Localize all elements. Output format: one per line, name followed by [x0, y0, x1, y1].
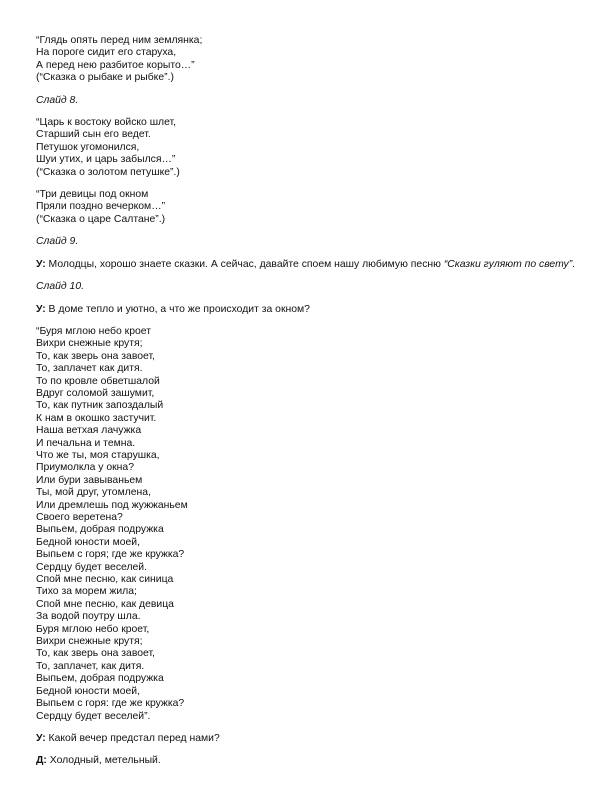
- poem-line: То по кровле обветшалой: [36, 375, 160, 387]
- poem-line: “Глядь опять перед ним землянка;: [36, 35, 203, 46]
- dialog-line: [36, 733, 596, 745]
- speaker-label: Д:: [36, 755, 47, 767]
- speaker-label: У:: [36, 258, 46, 270]
- poem-line: Вихри снежные крутя;: [36, 338, 143, 350]
- dialog-text: Какой вечер предстал перед нами?: [45, 732, 220, 744]
- poem-line: Что же ты, моя старушка,: [36, 449, 160, 461]
- dialog-text: В доме тепло и уютно, а что же происходит за окном?: [45, 303, 310, 315]
- poem-line: То, как зверь она завоет,: [36, 350, 155, 362]
- poem-line: Вдруг соломой зашумит,: [36, 387, 155, 399]
- poem-line: Сердцу будет веселей.: [36, 561, 147, 573]
- poem-line: Пряли поздно вечерком…”: [36, 201, 166, 213]
- poem-line: Наша ветхая лачужка: [36, 425, 142, 437]
- poem-line: Тихо за морем жила;: [36, 586, 137, 598]
- poem-line: Бедной юности моей,: [36, 536, 140, 548]
- poem-line: Выпьем с горя; где же кружка?: [36, 549, 185, 561]
- poem-line: Ты, мой друг, утомлена,: [36, 487, 151, 499]
- poem-line: Петушок угомонился,: [36, 141, 140, 153]
- poem-cockerel: [36, 117, 596, 179]
- speaker-label: У:: [36, 732, 46, 744]
- dialog-line: [36, 304, 596, 316]
- dialog-line: [36, 755, 596, 767]
- dialog-text: Молодцы, хорошо знаете сказки. А сейчас, давайте споем нашу любимую песню: [45, 258, 444, 270]
- poem-line: То, заплачет, как дитя.: [36, 660, 145, 672]
- song-title: “Сказки гуляют по свету”: [443, 258, 573, 270]
- poem-line: Буря мглою небо кроет,: [36, 623, 150, 635]
- poem-line: Выпьем, добрая подружка: [36, 524, 164, 536]
- poem-line: То, как путник запоздалый: [36, 400, 164, 412]
- dialog-text: Холодный, метельный.: [46, 755, 161, 767]
- poem-line: Или бури завываньем: [36, 474, 143, 486]
- poem-line: Вихри снежные крутя;: [36, 636, 143, 648]
- poem-line: То, заплачет как дитя.: [36, 363, 143, 375]
- poem-line: Своего веретена?: [36, 512, 123, 523]
- dialog-line: [36, 259, 596, 271]
- poem-line: Спой мне песню, как синица: [36, 574, 174, 586]
- dialog-end: .: [572, 258, 576, 270]
- speaker-label: У:: [36, 303, 46, 315]
- poem-line: Сердцу будет веселей”.: [36, 710, 151, 722]
- poem-line: За водой поутру шла.: [36, 611, 141, 623]
- poem-winter-evening: [36, 326, 596, 723]
- poem-line: “Буря мглою небо кроет: [36, 325, 151, 337]
- poem-line: “Три девицы под окном: [36, 189, 149, 201]
- poem-line: Выпьем с горя: где же кружка?: [36, 698, 185, 710]
- poem-source: (“Сказка о золотом петушке”.): [36, 166, 180, 178]
- poem-line: То, как зверь она завоет,: [36, 648, 155, 660]
- poem-line: Спой мне песню, как девица: [36, 598, 174, 610]
- poem-fisherman: [36, 35, 596, 85]
- slide-label-8: Слайд 8.: [36, 94, 79, 106]
- poem-saltan: [36, 189, 596, 226]
- poem-line: К нам в окошко застучит.: [36, 412, 157, 424]
- poem-line: Приумолкла у окна?: [36, 462, 134, 474]
- poem-line: Или дремлешь под жужжаньем: [36, 499, 188, 511]
- slide-label-10: Слайд 10.: [36, 281, 84, 293]
- poem-source: (“Сказка о царе Салтане”.): [36, 213, 166, 225]
- poem-line: На пороге сидит его старуха,: [36, 47, 177, 59]
- slide-label-9: Слайд 9.: [36, 236, 79, 248]
- poem-source: (“Сказка о рыбаке и рыбке”.): [36, 72, 174, 84]
- poem-line: “Царь к востоку войско шлет,: [36, 117, 177, 129]
- poem-line: И печальна и темна.: [36, 437, 136, 449]
- poem-line: А перед нею разбитое корыто…”: [36, 59, 195, 71]
- document-page: [36, 35, 596, 778]
- poem-line: Старший сын его ведет.: [36, 129, 151, 141]
- poem-line: Шуи утих, и царь забылся…”: [36, 154, 176, 166]
- poem-line: Выпьем, добрая подружка: [36, 673, 164, 685]
- poem-line: Бедной юности моей,: [36, 685, 140, 697]
